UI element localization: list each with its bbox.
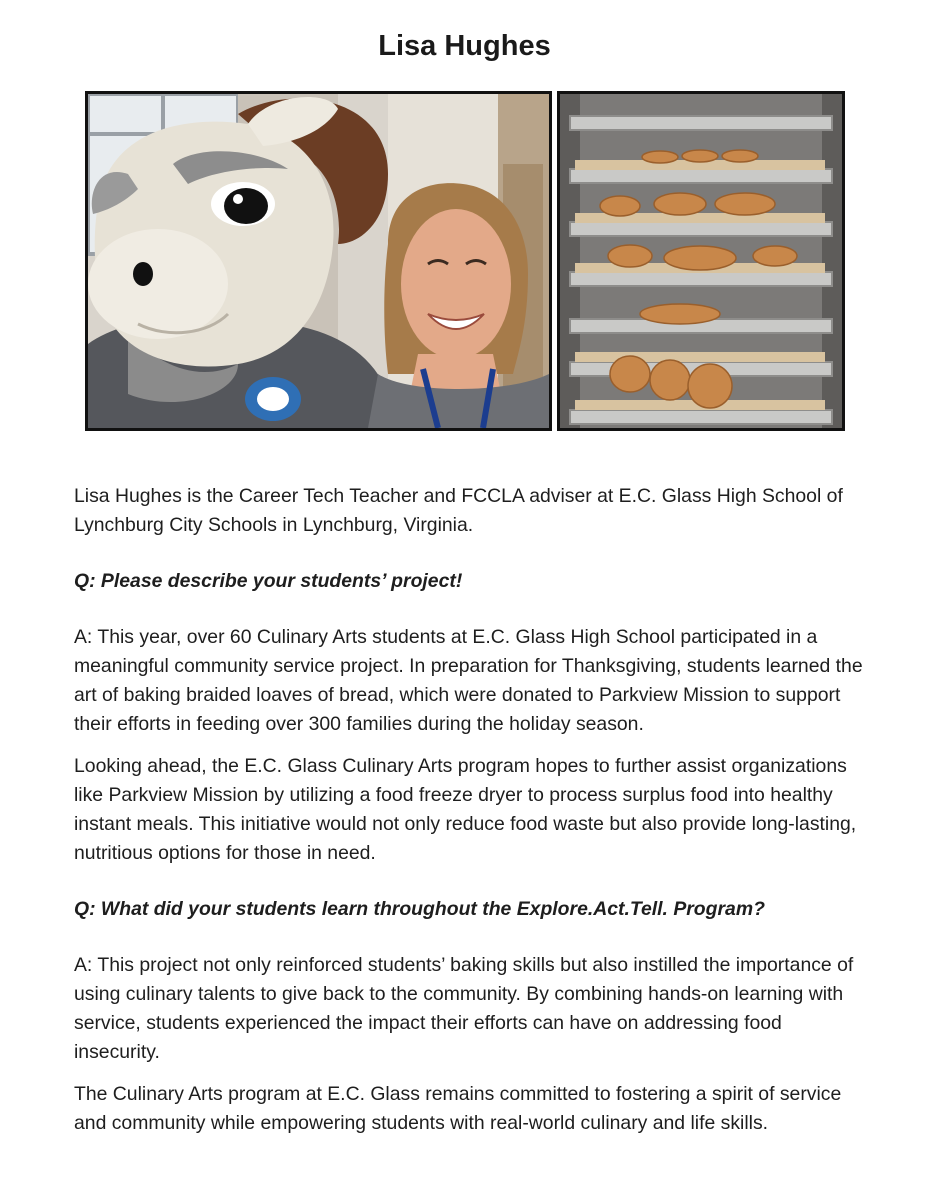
page-title: Lisa Hughes <box>378 30 551 63</box>
question-2: Q: What did your students learn throughout the Explore.Act.Tell. Program? <box>74 898 765 920</box>
answer-1-paragraph-2: Looking ahead, the E.C. Glass Culinary Arts program hopes to further assist organizations like Parkview Mission by utilizing a food freeze dryer to process surplus food into healthy instant meals. This initiative would not only reduce food waste but also provide long-lasting, nutritious options for those in need. <box>74 755 857 864</box>
article-body <box>74 482 864 1138</box>
answer-2-paragraph-1: A: This project not only reinforced students’ baking skills but also instilled the importance of using culinary talents to give back to the community. By combining hands-on learning with service, students experienced the impact their efforts can have on addressing food insecurity. <box>74 954 854 1063</box>
bread-rack-photo <box>557 91 845 431</box>
bread-rack-illustration <box>560 94 842 428</box>
answer-2-paragraph-2: The Culinary Arts program at E.C. Glass remains committed to fostering a spirit of service and community while empowering students with real-world culinary and life skills. <box>74 1083 842 1134</box>
answer-1-paragraph-1: A: This year, over 60 Culinary Arts students at E.C. Glass High School participated in a meaningful community service project. In preparation for Thanksgiving, students learned the art of baking braided loaves of bread, which were donated to Parkview Mission to support their efforts in feeding over 300 families during the holiday season. <box>74 626 863 735</box>
intro-paragraph: Lisa Hughes is the Career Tech Teacher and FCCLA adviser at E.C. Glass High School of Lynchburg City Schools in Lynchburg, Virginia. <box>74 485 843 536</box>
mascot-selfie-photo <box>85 91 552 431</box>
mascot-selfie-illustration <box>88 94 549 428</box>
question-1: Q: Please describe your students’ project! <box>74 570 463 592</box>
